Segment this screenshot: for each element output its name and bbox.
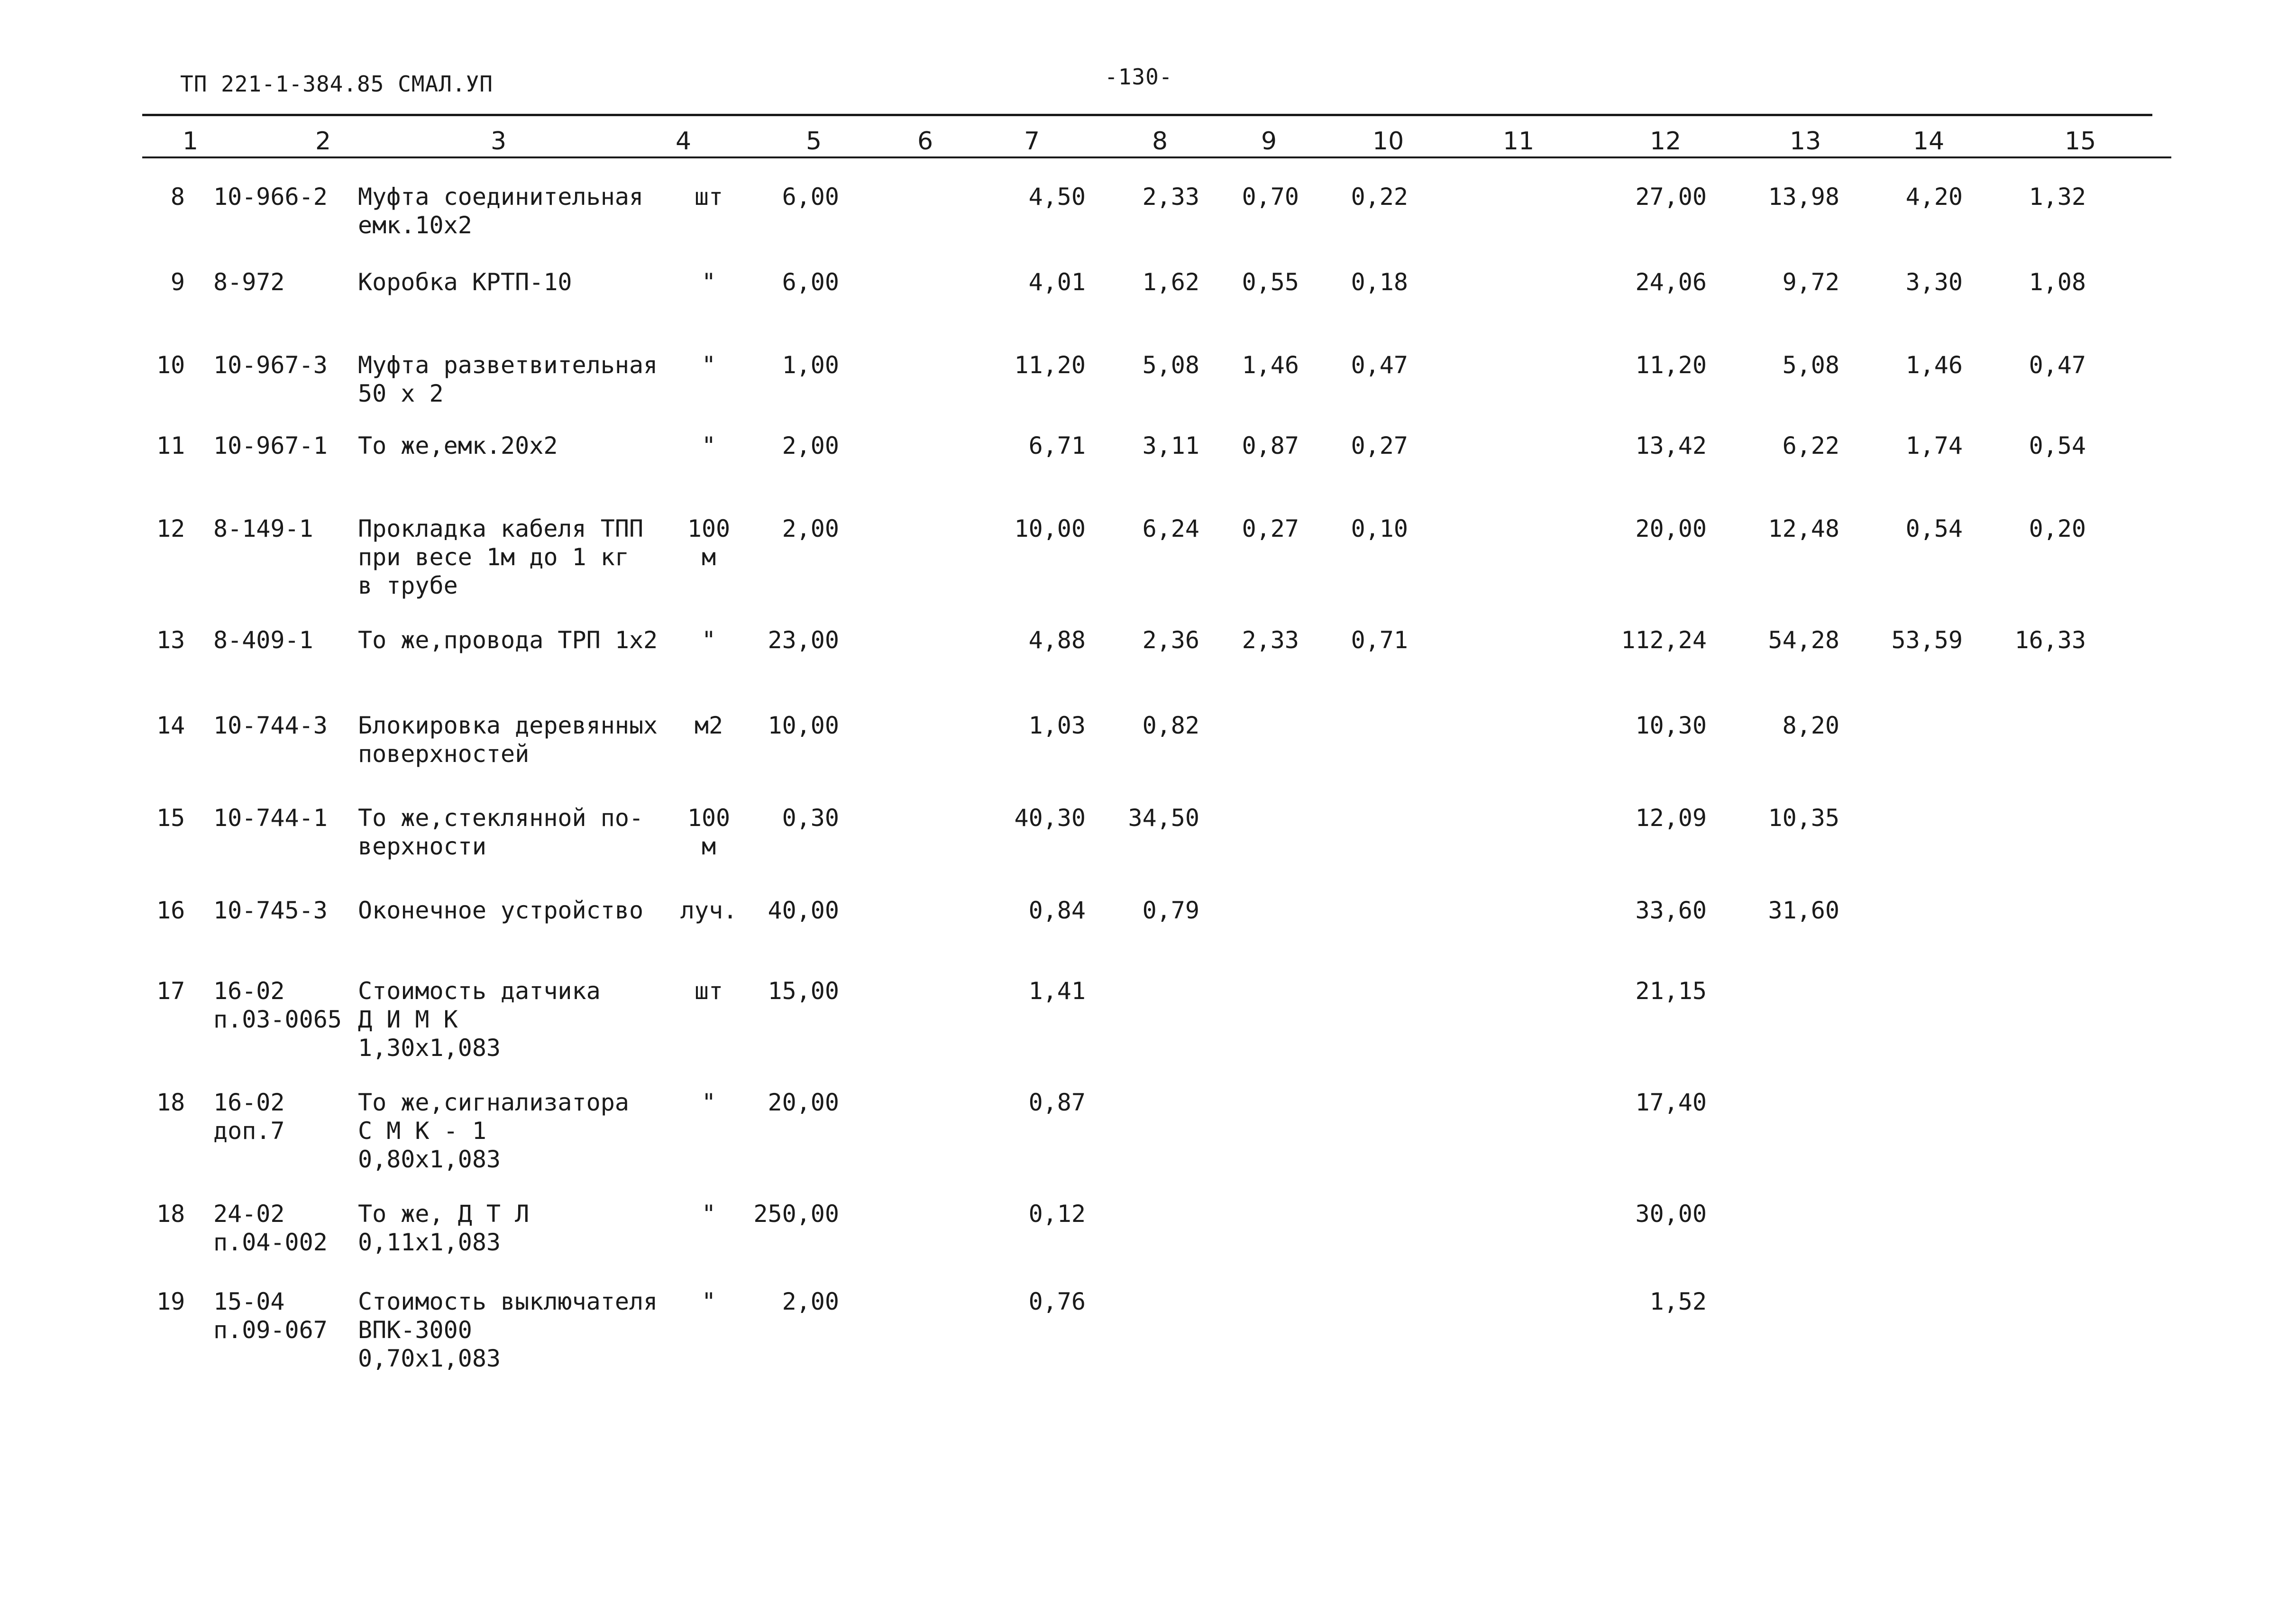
rate-code-cell: 10-967-1 bbox=[213, 432, 328, 459]
column-header-rule bbox=[142, 156, 2171, 158]
total-cost-cell: 10,30 bbox=[1635, 712, 1707, 739]
rate-code-cell: 10-744-1 bbox=[213, 804, 328, 832]
row-number-cell: 15 bbox=[156, 804, 185, 832]
unit-cell: м2 bbox=[694, 712, 723, 739]
total-wage-cell: 13,98 bbox=[1768, 183, 1839, 211]
unit-cell: луч. bbox=[680, 897, 738, 924]
unit-wage-cell: 2,33 bbox=[1142, 183, 1199, 211]
row-number-cell: 13 bbox=[156, 626, 185, 654]
total-machine-wage-cell: 0,47 bbox=[2029, 351, 2086, 379]
total-machine-wage-cell: 16,33 bbox=[2014, 626, 2086, 654]
row-number-cell: 16 bbox=[156, 897, 185, 924]
row-number-cell: 9 bbox=[170, 268, 185, 296]
unit-wage-cell: 2,36 bbox=[1142, 626, 1199, 654]
unit-cost-cell: 4,88 bbox=[1028, 626, 1086, 654]
total-machine-wage-cell: 0,54 bbox=[2029, 432, 2086, 459]
unit-cell: 100 м bbox=[687, 804, 731, 860]
rate-code-cell: 8-409-1 bbox=[213, 626, 313, 654]
column-number-10: 10 bbox=[1372, 127, 1404, 156]
quantity-cell: 6,00 bbox=[782, 183, 839, 211]
unit-cell: " bbox=[701, 432, 716, 459]
work-name-cell: То же,емк.20х2 bbox=[358, 432, 558, 459]
unit-wage-cell: 6,24 bbox=[1142, 515, 1199, 542]
total-machine-wage-cell: 0,20 bbox=[2029, 515, 2086, 542]
quantity-cell: 2,00 bbox=[782, 432, 839, 459]
quantity-cell: 2,00 bbox=[782, 1288, 839, 1315]
unit-wage-cell: 34,50 bbox=[1128, 804, 1199, 832]
row-number-cell: 12 bbox=[156, 515, 185, 542]
total-cost-cell: 21,15 bbox=[1635, 977, 1707, 1005]
column-number-7: 7 bbox=[1024, 127, 1040, 156]
unit-cell: " bbox=[701, 1288, 716, 1315]
unit-machine-wage-cell: 0,10 bbox=[1351, 515, 1408, 542]
unit-cell: " bbox=[701, 1089, 716, 1116]
quantity-cell: 15,00 bbox=[768, 977, 839, 1005]
unit-cell: шт bbox=[694, 183, 723, 211]
total-wage-cell: 54,28 bbox=[1768, 626, 1839, 654]
quantity-cell: 1,00 bbox=[782, 351, 839, 379]
rate-code-cell: 10-745-3 bbox=[213, 897, 328, 924]
total-machine-cell: 4,20 bbox=[1905, 183, 1963, 211]
row-number-cell: 14 bbox=[156, 712, 185, 739]
unit-cost-cell: 11,20 bbox=[1014, 351, 1086, 379]
quantity-cell: 23,00 bbox=[768, 626, 839, 654]
quantity-cell: 6,00 bbox=[782, 268, 839, 296]
unit-cell: " bbox=[701, 268, 716, 296]
quantity-cell: 2,00 bbox=[782, 515, 839, 542]
unit-machine-cell: 0,87 bbox=[1242, 432, 1299, 459]
total-machine-cell: 0,54 bbox=[1905, 515, 1963, 542]
column-number-15: 15 bbox=[2065, 127, 2096, 156]
unit-cost-cell: 0,12 bbox=[1028, 1200, 1086, 1228]
work-name-cell: Прокладка кабеля ТПП при весе 1м до 1 кг в трубе bbox=[358, 515, 644, 599]
work-name-cell: Блокировка деревянных поверхностей bbox=[358, 712, 658, 768]
rate-code-cell: 24-02 п.04-002 bbox=[213, 1200, 328, 1256]
unit-machine-cell: 0,70 bbox=[1242, 183, 1299, 211]
total-cost-cell: 13,42 bbox=[1635, 432, 1707, 459]
total-wage-cell: 8,20 bbox=[1782, 712, 1839, 739]
rate-code-cell: 8-972 bbox=[213, 268, 285, 296]
unit-machine-wage-cell: 0,71 bbox=[1351, 626, 1408, 654]
total-wage-cell: 9,72 bbox=[1782, 268, 1839, 296]
total-wage-cell: 31,60 bbox=[1768, 897, 1839, 924]
work-name-cell: Стоимость выключателя ВПК-3000 0,70х1,083 bbox=[358, 1288, 658, 1372]
total-cost-cell: 11,20 bbox=[1635, 351, 1707, 379]
quantity-cell: 40,00 bbox=[768, 897, 839, 924]
rate-code-cell: 10-967-3 bbox=[213, 351, 328, 379]
unit-machine-wage-cell: 0,22 bbox=[1351, 183, 1408, 211]
work-name-cell: То же,сигнализатора С М К - 1 0,80х1,083 bbox=[358, 1089, 629, 1173]
column-number-12: 12 bbox=[1650, 127, 1682, 156]
unit-machine-cell: 0,55 bbox=[1242, 268, 1299, 296]
unit-cell: 100 м bbox=[687, 515, 731, 571]
document-code: ТП 221-1-384.85 СМАЛ.УП bbox=[180, 71, 493, 97]
column-number-6: 6 bbox=[917, 127, 933, 156]
unit-cost-cell: 6,71 bbox=[1028, 432, 1086, 459]
column-number-4: 4 bbox=[676, 127, 692, 156]
column-number-11: 11 bbox=[1503, 127, 1535, 156]
total-cost-cell: 17,40 bbox=[1635, 1089, 1707, 1116]
rate-code-cell: 10-966-2 bbox=[213, 183, 328, 211]
unit-cell: шт bbox=[694, 977, 723, 1005]
total-cost-cell: 20,00 bbox=[1635, 515, 1707, 542]
unit-machine-cell: 1,46 bbox=[1242, 351, 1299, 379]
column-number-1: 1 bbox=[183, 127, 199, 156]
quantity-cell: 250,00 bbox=[753, 1200, 839, 1228]
unit-machine-wage-cell: 0,18 bbox=[1351, 268, 1408, 296]
rate-code-cell: 16-02 п.03-0065 bbox=[213, 977, 342, 1033]
total-machine-cell: 1,46 bbox=[1905, 351, 1963, 379]
unit-wage-cell: 3,11 bbox=[1142, 432, 1199, 459]
row-number-cell: 18 bbox=[156, 1200, 185, 1228]
row-number-cell: 10 bbox=[156, 351, 185, 379]
unit-wage-cell: 5,08 bbox=[1142, 351, 1199, 379]
total-cost-cell: 1,52 bbox=[1649, 1288, 1707, 1315]
unit-cost-cell: 0,76 bbox=[1028, 1288, 1086, 1315]
total-machine-cell: 1,74 bbox=[1905, 432, 1963, 459]
unit-machine-cell: 2,33 bbox=[1242, 626, 1299, 654]
rate-code-cell: 16-02 доп.7 bbox=[213, 1089, 285, 1145]
column-number-13: 13 bbox=[1790, 127, 1821, 156]
row-number-cell: 18 bbox=[156, 1089, 185, 1116]
quantity-cell: 0,30 bbox=[782, 804, 839, 832]
unit-cell: " bbox=[701, 626, 716, 654]
total-cost-cell: 112,24 bbox=[1621, 626, 1707, 654]
total-machine-wage-cell: 1,08 bbox=[2029, 268, 2086, 296]
unit-machine-wage-cell: 0,47 bbox=[1351, 351, 1408, 379]
total-cost-cell: 24,06 bbox=[1635, 268, 1707, 296]
row-number-cell: 19 bbox=[156, 1288, 185, 1315]
total-cost-cell: 27,00 bbox=[1635, 183, 1707, 211]
work-name-cell: Муфта разветвительная 50 х 2 bbox=[358, 351, 658, 407]
total-cost-cell: 33,60 bbox=[1635, 897, 1707, 924]
total-cost-cell: 12,09 bbox=[1635, 804, 1707, 832]
unit-cost-cell: 40,30 bbox=[1014, 804, 1086, 832]
unit-machine-cell: 0,27 bbox=[1242, 515, 1299, 542]
unit-cell: " bbox=[701, 1200, 716, 1228]
work-name-cell: Стоимость датчика Д И М К 1,30х1,083 bbox=[358, 977, 601, 1062]
work-name-cell: Муфта соединительная емк.10х2 bbox=[358, 183, 644, 239]
rate-code-cell: 10-744-3 bbox=[213, 712, 328, 739]
unit-cost-cell: 10,00 bbox=[1014, 515, 1086, 542]
work-name-cell: Коробка КРТП-10 bbox=[358, 268, 572, 296]
total-machine-cell: 53,59 bbox=[1891, 626, 1963, 654]
column-number-8: 8 bbox=[1152, 127, 1168, 156]
rate-code-cell: 8-149-1 bbox=[213, 515, 313, 542]
unit-machine-wage-cell: 0,27 bbox=[1351, 432, 1408, 459]
header-rule bbox=[142, 114, 2152, 116]
total-wage-cell: 10,35 bbox=[1768, 804, 1839, 832]
column-number-5: 5 bbox=[806, 127, 822, 156]
row-number-cell: 8 bbox=[170, 183, 185, 211]
unit-cost-cell: 4,01 bbox=[1028, 268, 1086, 296]
column-number-14: 14 bbox=[1913, 127, 1945, 156]
unit-cost-cell: 1,41 bbox=[1028, 977, 1086, 1005]
unit-wage-cell: 0,82 bbox=[1142, 712, 1199, 739]
total-wage-cell: 6,22 bbox=[1782, 432, 1839, 459]
quantity-cell: 20,00 bbox=[768, 1089, 839, 1116]
column-number-2: 2 bbox=[315, 127, 331, 156]
total-cost-cell: 30,00 bbox=[1635, 1200, 1707, 1228]
unit-cost-cell: 1,03 bbox=[1028, 712, 1086, 739]
unit-wage-cell: 1,62 bbox=[1142, 268, 1199, 296]
quantity-cell: 10,00 bbox=[768, 712, 839, 739]
rate-code-cell: 15-04 п.09-067 bbox=[213, 1288, 328, 1344]
work-name-cell: То же,провода ТРП 1х2 bbox=[358, 626, 658, 654]
work-name-cell: Оконечное устройство bbox=[358, 897, 644, 924]
total-machine-wage-cell: 1,32 bbox=[2029, 183, 2086, 211]
total-wage-cell: 12,48 bbox=[1768, 515, 1839, 542]
work-name-cell: То же,стеклянной по- верхности bbox=[358, 804, 644, 860]
column-number-9: 9 bbox=[1261, 127, 1277, 156]
unit-cost-cell: 0,84 bbox=[1028, 897, 1086, 924]
work-name-cell: То же, Д Т Л 0,11х1,083 bbox=[358, 1200, 530, 1256]
total-machine-cell: 3,30 bbox=[1905, 268, 1963, 296]
unit-cell: " bbox=[701, 351, 716, 379]
row-number-cell: 11 bbox=[156, 432, 185, 459]
page-number: -130- bbox=[1105, 64, 1173, 90]
total-wage-cell: 5,08 bbox=[1782, 351, 1839, 379]
row-number-cell: 17 bbox=[156, 977, 185, 1005]
unit-cost-cell: 4,50 bbox=[1028, 183, 1086, 211]
column-number-3: 3 bbox=[491, 127, 507, 156]
unit-wage-cell: 0,79 bbox=[1142, 897, 1199, 924]
unit-cost-cell: 0,87 bbox=[1028, 1089, 1086, 1116]
